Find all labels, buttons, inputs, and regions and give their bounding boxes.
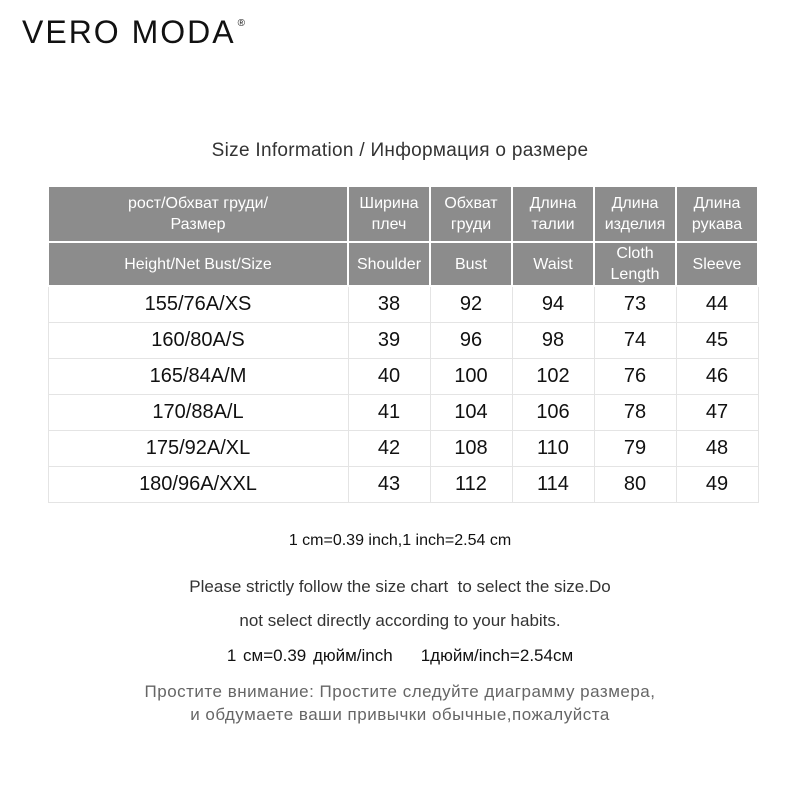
page-title: Size Information / Информация о размере: [211, 140, 589, 161]
bust-cell: 108: [430, 431, 512, 467]
header-ru-size: рост/Обхват груди/Размер: [48, 186, 348, 242]
table-row: [48, 286, 758, 323]
bust-cell: 112: [430, 467, 512, 503]
sleeve-cell: 49: [676, 467, 758, 503]
header-row-russian: [48, 186, 758, 242]
shoulder-cell: 38: [348, 286, 430, 323]
conversion-ru-part-2: 1дюйм/inch=2.54см: [420, 646, 574, 665]
size-cell: 175/92A/XL: [48, 431, 348, 467]
sleeve-cell: 47: [676, 395, 758, 431]
length-cell: 78: [594, 395, 676, 431]
shoulder-cell: 40: [348, 359, 430, 395]
bust-cell: 104: [430, 395, 512, 431]
header-ru-bust: Обхват груди: [430, 186, 512, 242]
brand-name: VERO MODA: [22, 14, 236, 50]
table-row: [48, 359, 758, 395]
size-table: [47, 185, 759, 503]
header-en-size: Height/Net Bust/Size: [48, 242, 348, 286]
header-ru-waist: Длина талии: [512, 186, 594, 242]
waist-cell: 110: [512, 431, 594, 467]
brand-logo: [22, 14, 247, 51]
sleeve-cell: 46: [676, 359, 758, 395]
waist-cell: 98: [512, 323, 594, 359]
waist-cell: 102: [512, 359, 594, 395]
advice-ru-line-1: Простите внимание: Простите следуйте диаграмму размера,: [144, 682, 656, 701]
header-ru-sleeve: Длина рукава: [676, 186, 758, 242]
sleeve-cell: 48: [676, 431, 758, 467]
advice-ru-line-2: и обдумаете ваши привычки обычные,пожалуйста: [190, 705, 610, 724]
advice-note-ru: [0, 680, 800, 726]
advice-en-line-1: Please strictly follow the size chart to select the size.Do: [189, 577, 611, 596]
waist-cell: 106: [512, 395, 594, 431]
length-cell: 76: [594, 359, 676, 395]
size-cell: 165/84A/M: [48, 359, 348, 395]
conversion-note-ru: [0, 646, 800, 666]
shoulder-cell: 43: [348, 467, 430, 503]
bust-cell: 92: [430, 286, 512, 323]
header-en-waist: Waist: [512, 242, 594, 286]
waist-cell: 114: [512, 467, 594, 503]
sleeve-cell: 45: [676, 323, 758, 359]
bust-cell: 100: [430, 359, 512, 395]
conversion-ru-part-1: 1 см=0.39 дюйм/inch: [226, 646, 393, 665]
bust-cell: 96: [430, 323, 512, 359]
header-en-length: Cloth Length: [594, 242, 676, 286]
header-en-bust: Bust: [430, 242, 512, 286]
header-ru-length: Длина изделия: [594, 186, 676, 242]
shoulder-cell: 39: [348, 323, 430, 359]
header-en-shoulder: Shoulder: [348, 242, 430, 286]
table-row: [48, 431, 758, 467]
length-cell: 74: [594, 323, 676, 359]
header-row-english: [48, 242, 758, 286]
length-cell: 79: [594, 431, 676, 467]
advice-en-line-2: not select directly according to your habits.: [239, 611, 561, 630]
size-cell: 180/96A/XXL: [48, 467, 348, 503]
shoulder-cell: 42: [348, 431, 430, 467]
waist-cell: 94: [512, 286, 594, 323]
registered-mark: ®: [237, 18, 247, 29]
table-row: [48, 323, 758, 359]
sleeve-cell: 44: [676, 286, 758, 323]
size-cell: 160/80A/S: [48, 323, 348, 359]
size-cell: 155/76A/XS: [48, 286, 348, 323]
length-cell: 80: [594, 467, 676, 503]
header-en-sleeve: Sleeve: [676, 242, 758, 286]
size-cell: 170/88A/L: [48, 395, 348, 431]
advice-note-en: [0, 570, 800, 638]
header-ru-shoulder: Ширина плеч: [348, 186, 430, 242]
table-row: [48, 395, 758, 431]
length-cell: 73: [594, 286, 676, 323]
table-row: [48, 467, 758, 503]
shoulder-cell: 41: [348, 395, 430, 431]
conversion-note-en: 1 cm=0.39 inch,1 inch=2.54 cm: [288, 532, 512, 549]
